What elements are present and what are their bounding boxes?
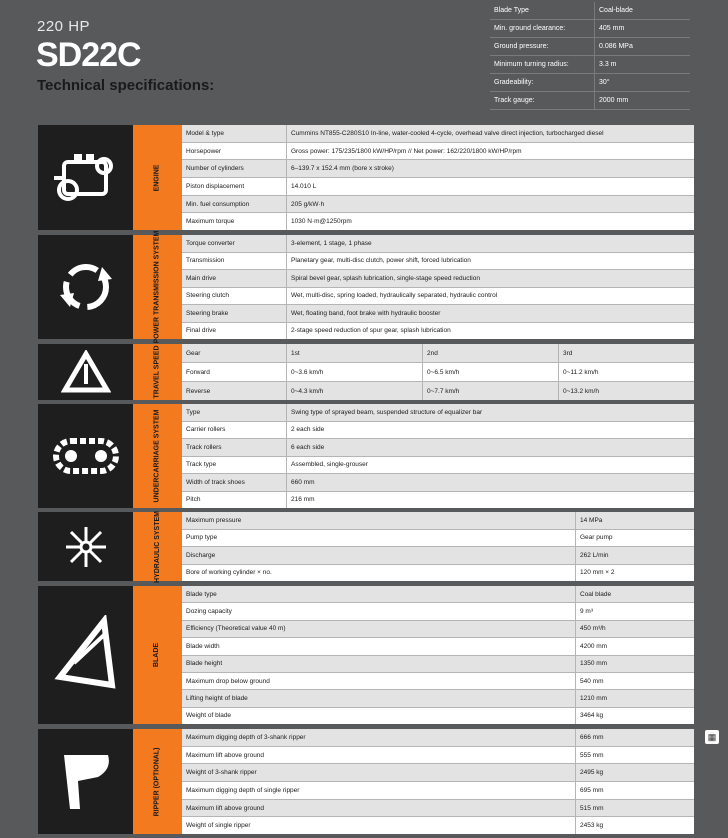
engine-label bbox=[133, 125, 182, 230]
row-key: Reverse bbox=[182, 382, 287, 400]
table-row bbox=[182, 125, 694, 143]
table-row bbox=[182, 305, 694, 323]
table-row bbox=[182, 492, 694, 509]
table-row bbox=[182, 323, 694, 340]
row-key: Min. fuel consumption bbox=[182, 196, 287, 213]
table-row bbox=[182, 253, 694, 271]
row-value: 555 mm bbox=[575, 747, 694, 764]
hydraulic-table bbox=[182, 512, 694, 581]
row-value: 14 MPa bbox=[575, 512, 694, 529]
speed-icon bbox=[38, 344, 133, 400]
row-value: 540 mm bbox=[575, 673, 694, 689]
row-value: Gear pump bbox=[575, 530, 694, 547]
row-key: Steering clutch bbox=[182, 288, 287, 305]
transmission-section bbox=[38, 230, 694, 344]
row-value: Swing type of sprayed beam, suspended structure of equalizer bar bbox=[291, 408, 483, 416]
summary-row bbox=[490, 2, 690, 20]
row-key: Torque converter bbox=[182, 235, 287, 252]
row-key: Blade width bbox=[186, 642, 220, 650]
summary-key: Track gauge: bbox=[494, 97, 535, 104]
row-value: Spiral bevel gear, splash lubrication, single-stage speed reduction bbox=[291, 274, 480, 282]
table-row bbox=[182, 160, 694, 178]
summary-value: Coal-blade bbox=[594, 2, 690, 19]
row-value: 120 mm × 2 bbox=[575, 565, 694, 582]
section-title: TRAVEL SPEED bbox=[153, 345, 161, 399]
row-key: Horsepower bbox=[182, 143, 287, 160]
speed-cell: 0~7.7 km/h bbox=[423, 382, 559, 400]
table-row bbox=[182, 547, 694, 565]
row-value: Gross power: 175/235/1800 kW/HP/rpm // Net power: 162/220/1800 kW/HP/rpm bbox=[291, 147, 522, 155]
undercarriage-section bbox=[38, 404, 694, 508]
row-key: Maximum pressure bbox=[186, 516, 242, 524]
ripper-table bbox=[182, 729, 694, 834]
row-key: Maximum torque bbox=[182, 213, 287, 230]
table-row bbox=[182, 143, 694, 161]
speed-section bbox=[38, 344, 694, 400]
undercarriage-table bbox=[182, 404, 694, 508]
row-value: 666 mm bbox=[575, 729, 694, 746]
transmission-icon bbox=[38, 235, 133, 339]
row-value: 515 mm bbox=[575, 800, 694, 817]
section-title: HYDRAULIC SYSTEM bbox=[153, 510, 161, 583]
table-row bbox=[182, 474, 694, 492]
table-row bbox=[182, 457, 694, 475]
row-key: Forward bbox=[182, 363, 287, 381]
table-row bbox=[182, 656, 694, 673]
table-row bbox=[182, 747, 694, 765]
row-key: Main drive bbox=[182, 270, 287, 287]
row-value: 660 mm bbox=[291, 478, 315, 486]
table-row bbox=[182, 729, 694, 747]
table-row bbox=[182, 439, 694, 457]
hydraulic-label bbox=[133, 512, 182, 581]
speed-cell: 0~3.6 km/h bbox=[287, 363, 423, 381]
summary-row bbox=[490, 74, 690, 92]
table-row bbox=[182, 708, 694, 724]
row-value: Coal blade bbox=[575, 586, 694, 602]
summary-value: 0.086 MPa bbox=[594, 38, 690, 55]
row-value: 6–139.7 x 152.4 mm (bore x stroke) bbox=[291, 165, 394, 173]
hp-label: 220 HP bbox=[37, 18, 91, 35]
ripper-section bbox=[38, 729, 694, 834]
summary-value: 2000 mm bbox=[594, 92, 690, 109]
undercarriage-icon bbox=[38, 404, 133, 508]
summary-row bbox=[490, 38, 690, 56]
qr-icon[interactable]: ▦ bbox=[705, 730, 719, 744]
summary-row bbox=[490, 56, 690, 74]
row-key: Pump type bbox=[186, 534, 218, 542]
table-row bbox=[182, 565, 694, 582]
row-key: Weight of 3-shank ripper bbox=[186, 769, 257, 777]
summary-row bbox=[490, 20, 690, 38]
speed-cell: 0~4.3 km/h bbox=[287, 382, 423, 400]
row-value: 450 m³/h bbox=[575, 621, 694, 637]
speed-cell: 0~13.2 km/h bbox=[563, 387, 599, 395]
blade-icon bbox=[38, 586, 133, 724]
transmission-label bbox=[133, 230, 182, 344]
table-row bbox=[182, 782, 694, 800]
row-value: Planetary gear, multi-disc clutch, power shift, forced lubrication bbox=[291, 257, 471, 265]
summary-row bbox=[490, 92, 690, 110]
speed-cell: 2nd bbox=[423, 344, 559, 362]
row-value: 216 mm bbox=[291, 496, 315, 504]
section-title: BLADE bbox=[153, 642, 161, 668]
table-row bbox=[182, 512, 694, 530]
blade-label bbox=[133, 586, 182, 724]
row-key: Piston displacement bbox=[182, 178, 287, 195]
table-row bbox=[182, 213, 694, 230]
blade-section bbox=[38, 586, 694, 724]
row-value: 1210 mm bbox=[575, 690, 694, 706]
row-value: 6 each side bbox=[291, 443, 325, 451]
table-row bbox=[182, 178, 694, 196]
ripper-icon bbox=[38, 729, 133, 834]
row-key: Maximum lift above ground bbox=[186, 751, 265, 759]
row-key: Maximum digging depth of 3-shank ripper bbox=[186, 733, 306, 741]
undercarriage-label bbox=[133, 404, 182, 508]
row-key: Final drive bbox=[182, 323, 287, 340]
transmission-table bbox=[182, 235, 694, 339]
table-row bbox=[182, 235, 694, 253]
row-key: Dozing capacity bbox=[186, 608, 232, 616]
row-value: 2-stage speed reduction of spur gear, splash lubrication bbox=[291, 327, 451, 335]
row-value: Wet, floating band, foot brake with hydraulic booster bbox=[291, 309, 441, 317]
row-key: Number of cylinders bbox=[182, 160, 287, 177]
row-key: Blade height bbox=[186, 660, 223, 668]
row-key: Transmission bbox=[182, 253, 287, 270]
model-title: SD22C bbox=[36, 36, 141, 74]
section-title: ENGINE bbox=[153, 164, 161, 191]
ripper-label bbox=[133, 729, 182, 834]
row-key: Lifting height of blade bbox=[186, 694, 248, 702]
row-value: 262 L/min bbox=[575, 547, 694, 564]
table-row bbox=[182, 673, 694, 690]
table-row bbox=[182, 817, 694, 834]
table-row bbox=[182, 530, 694, 548]
summary-value: 405 mm bbox=[594, 20, 690, 37]
row-key: Type bbox=[182, 404, 287, 421]
engine-icon bbox=[38, 125, 133, 230]
row-value: 2453 kg bbox=[575, 817, 694, 834]
row-key: Maximum digging depth of single ripper bbox=[186, 786, 300, 794]
engine-section bbox=[38, 125, 694, 230]
blade-table bbox=[182, 586, 694, 724]
row-value: Assembled, single-grouser bbox=[291, 461, 368, 469]
row-value: 695 mm bbox=[575, 782, 694, 799]
row-key: Bore of working cylinder × no. bbox=[186, 569, 272, 577]
speed-table bbox=[182, 344, 694, 400]
summary-key: Ground pressure: bbox=[494, 43, 549, 50]
summary-key: Minimum turning radius: bbox=[494, 61, 569, 68]
table-row bbox=[182, 690, 694, 707]
speed-cell: 0~11.2 km/h bbox=[563, 368, 599, 376]
row-key: Model & type bbox=[182, 125, 287, 142]
row-key: Weight of blade bbox=[186, 712, 232, 720]
section-title: RIPPER (OPTIONAL) bbox=[153, 747, 161, 816]
table-row bbox=[182, 270, 694, 288]
table-row bbox=[182, 422, 694, 440]
section-title: POWER TRANSMISSION SYSTEM bbox=[153, 230, 161, 344]
table-row bbox=[182, 638, 694, 655]
row-value: 3-element, 1 stage, 1 phase bbox=[291, 239, 372, 247]
row-value: 4200 mm bbox=[575, 638, 694, 654]
row-value: 14.010 L bbox=[291, 182, 317, 190]
engine-table bbox=[182, 125, 694, 230]
speed-cell: 3rd bbox=[563, 349, 573, 357]
row-value: Cummins NT855-C280S10 In-line, water-cooled 4-cycle, overhead valve direct injection, turbocharged diesel bbox=[291, 129, 604, 137]
row-value: 205 g/kW·h bbox=[291, 200, 325, 208]
summary-value: 30° bbox=[594, 74, 690, 91]
table-row bbox=[182, 764, 694, 782]
table-row bbox=[182, 344, 694, 363]
summary-key: Min. ground clearance: bbox=[494, 25, 566, 32]
row-key: Track type bbox=[182, 457, 287, 474]
table-row bbox=[182, 586, 694, 603]
table-row bbox=[182, 603, 694, 620]
row-value: 3464 kg bbox=[575, 708, 694, 724]
table-row bbox=[182, 382, 694, 400]
row-key: Pitch bbox=[182, 492, 287, 509]
hydraulic-section bbox=[38, 512, 694, 581]
summary-key: Blade Type bbox=[494, 7, 529, 14]
summary-value: 3.3 m bbox=[594, 56, 690, 73]
row-key: Efficiency (Theoretical value 40 m) bbox=[186, 625, 286, 633]
row-value: 2495 kg bbox=[575, 764, 694, 781]
row-key: Gear bbox=[182, 344, 287, 362]
row-key: Weight of single ripper bbox=[186, 822, 251, 830]
row-value: Wet, multi-disc, spring loaded, hydraulically separated, hydraulic control bbox=[291, 292, 498, 300]
section-title: UNDERCARRIAGE SYSTEM bbox=[153, 409, 161, 503]
table-row bbox=[182, 621, 694, 638]
page-subtitle: Technical specifications: bbox=[37, 77, 215, 94]
table-row bbox=[182, 196, 694, 214]
speed-label bbox=[133, 344, 182, 400]
row-key: Blade type bbox=[186, 590, 217, 598]
row-value: 1350 mm bbox=[575, 656, 694, 672]
row-key: Steering brake bbox=[182, 305, 287, 322]
row-key: Maximum lift above ground bbox=[186, 804, 265, 812]
row-key: Maximum drop below ground bbox=[186, 677, 270, 685]
speed-cell: 1st bbox=[287, 344, 423, 362]
hydraulic-icon bbox=[38, 512, 133, 581]
row-value: 1030 N·m@1250rpm bbox=[291, 218, 352, 226]
row-value: 2 each side bbox=[291, 426, 325, 434]
row-key: Width of track shoes bbox=[182, 474, 287, 491]
table-row bbox=[182, 404, 694, 422]
table-row bbox=[182, 800, 694, 818]
table-row bbox=[182, 363, 694, 382]
speed-cell: 0~6.5 km/h bbox=[423, 363, 559, 381]
row-key: Carrier rollers bbox=[182, 422, 287, 439]
row-key: Track rollers bbox=[182, 439, 287, 456]
table-row bbox=[182, 288, 694, 306]
row-key: Discharge bbox=[186, 551, 216, 559]
summary-specs bbox=[490, 2, 690, 110]
row-value: 9 m³ bbox=[575, 603, 694, 619]
summary-key: Gradeability: bbox=[494, 79, 534, 86]
